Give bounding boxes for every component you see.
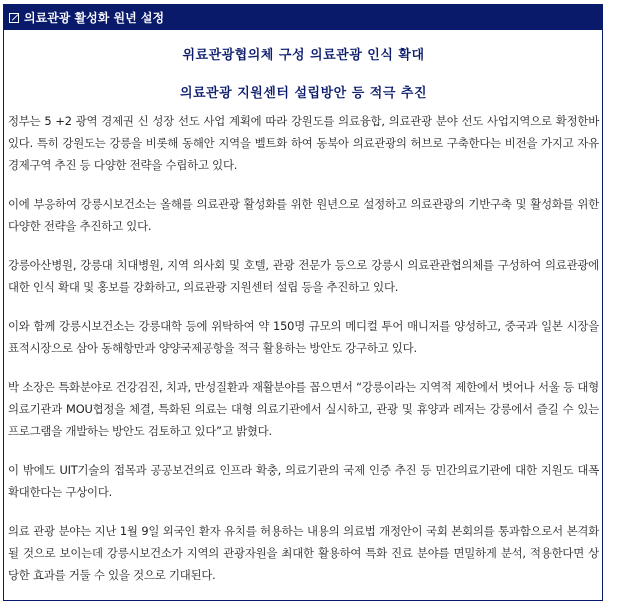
article-frame [3, 4, 603, 601]
paragraph: 이 밖에도 UIT기술의 접목과 공공보건의료 인프라 확충, 의료기관의 국제 인증 추진 등 민간의료기관에 대한 지원도 대폭 확대한다는 구상이다. [8, 463, 599, 499]
paragraph: 이에 부응하여 강릉시보건소는 올해를 의료관광 활성화를 위한 원년으로 설정하고 의료관광의 기반구축 및 활성화를 위한 다양한 전략을 추진하고 있다. [8, 197, 599, 233]
paragraph: 정부는 5 +2 광역 경제권 신 성장 선도 사업 계획에 따라 강원도를 의료융합, 의료관광 분야 선도 사업지역으로 확정한바 있다. 특히 강원도는 강릉을 비롯해 동해안 지역을 벨트화 하여 동북아 의료관광의 허브로 구축한다는 비전을 가지고 자유경제구역 추진 등 다양한 전략을 수립하고 있다. [8, 114, 599, 172]
paragraph: 의료 관광 분야는 지난 1월 9일 외국인 환자 유치를 허용하는 내용의 의료법 개정안이 국회 본회의를 통과함으로서 본격화 될 것으로 보이는데 강릉시보건소가 지역의 관광자원을 최대한 활용하여 특화 진료 분야를 면밀하게 분석, 적용한다면 상당한 효과를 거둘 수 있을 것으로 기대된다. [8, 524, 599, 582]
paragraph: 강릉아산병원, 강릉대 치대병원, 지역 의사회 및 호텔, 관광 전문가 등으로 강릉시 의료관관협의체를 구성하여 의료관광에 대한 인식 확대 및 홍보를 강화하고, 의료관광 지원센터 설립 등을 추진하고 있다. [8, 258, 599, 294]
headline-primary: 위료관광협의체 구성 의료관광 인식 확대 [182, 48, 425, 63]
section-header [4, 5, 602, 30]
paragraph: 이와 함께 강릉시보건소는 강릉대학 등에 위탁하여 약 150명 규모의 메디컬 투어 매니저를 양성하고, 중국과 일본 시장을 표적시장으로 삼아 동해항만과 양양국제공항을 적극 활용하는 방안도 강구하고 있다. [8, 319, 599, 355]
headline-secondary: 의료관광 지원센터 설립방안 등 적극 추진 [179, 86, 428, 101]
edit-box-icon [9, 13, 19, 23]
section-title: 의료관광 활성화 원년 설정 [24, 11, 165, 25]
article-body [4, 44, 602, 586]
paragraph: 박 소장은 특화분야로 건강검진, 치과, 만성질환과 재활분야를 꼽으면서 “강릉이라는 지역적 제한에서 벗어나 서울 등 대형의료기관과 MOU협정을 체결, 특화된 의료는 대형 의료기관에서 실시하고, 관광 및 휴양과 레저는 강릉에서 즐길 수 있는 프로그램을 개발하는 방안도 검토하고 있다”고 밝혔다. [8, 380, 599, 438]
